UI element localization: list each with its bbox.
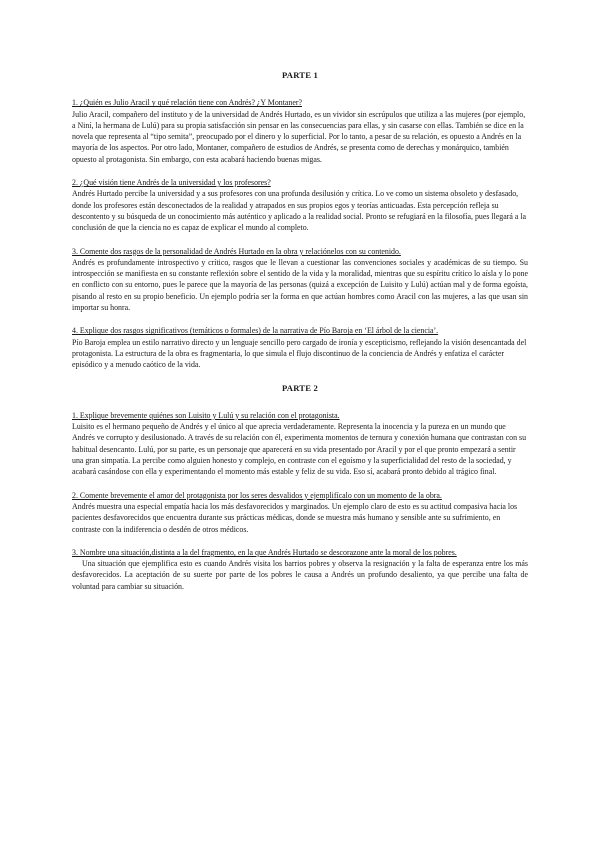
part-1-question-4 <box>72 325 528 370</box>
answer-paragraph: Una situación que ejemplifica esto es cuando Andrés visita los barrios pobres y observa la resignación y la falta de esperanza entre los más desfavorecidos. La aceptación de su suerte por parte de los pobres le causa a Andrés un profundo desaliento, ya que percibe una falta de voluntad para cambiar su situación. <box>72 559 528 591</box>
answer-paragraph: Andrés Hurtado percibe la universidad y a sus profesores con una profunda desilusión y crítica. Lo ve como un sistema obsoleto y desfasado, donde los profesores están desconectados de la realidad y atrapados en sus propios egos y teorías anticuadas. Esta percepción refleja su descontento y su búsqueda de un conocimiento más auténtico y aplicado a la realidad social. Pronto se refugiará en la filosofía, pues llegará a la conclusión de que la ciencia no es capaz de explicar el mundo al completo. <box>72 189 526 233</box>
part-2-question-2 <box>72 490 528 535</box>
part-2-question-3 <box>72 547 528 592</box>
question-heading: 1. Explique brevemente quiénes son Luisito y Lulú y su relación con el protagonista. <box>72 410 340 420</box>
part-1-question-1 <box>72 97 528 165</box>
answer-paragraph: Andrés es profundamente introspectivo y crítico, rasgos que le llevan a cuestionar las convenciones sociales y académicas de su tiempo. Su introspección se manifiesta en su constante reflexión sobre el sentido de la vida y la moralidad, mientras que su espíritu crítico lo aísla y lo pone en conflicto con su entorno, pues le parece que la mayoría de las personas (quizá a excepción de Luisito y Lulú) actúan mal y de forma egoísta, pisando al resto en su propio beneficio. Un ejemplo podría ser la forma en que actúan hombres como Aracil con las mujeres, a las que usan sin importar su honra. <box>72 257 528 313</box>
part-2-title: PARTE 2 <box>281 382 319 393</box>
answer-paragraph: Andrés muestra una especial empatía hacia los más desfavorecidos y marginados. Un ejemplo claro de esto es su actitud compasiva hacia los pacientes desfavorecidos que encuentra durante sus prácticas médicas, donde se muestra más humano y sensible ante su sufrimiento, en contraste con la indiferencia o desdén de otros médicos. <box>72 501 518 534</box>
answer-paragraph: Pío Baroja emplea un estilo narrativo directo y un lenguaje sencillo pero cargado de ironía y escepticismo, reflejando la visión desencantada del protagonista. La estructura de la obra es fragmentaria, lo que simula el flujo discontinuo de la conciencia de Andrés y enfatiza el carácter episódico y a menudo caótico de la vida. <box>72 337 527 370</box>
question-heading: 2. Comente brevemente el amor del protagonista por los seres desvalidos y ejemplifícalo con un momento de la obra. <box>72 490 442 500</box>
question-heading: 2. ¿Qué visión tiene Andrés de la universidad y los profesores? <box>72 178 271 188</box>
question-heading: 3. Nombre una situación,distinta a la del fragmento, en la que Andrés Hurtado se descorazone ante la moral de los pobres. <box>72 547 457 557</box>
answer-paragraph: Julio Aracil, compañero del instituto y de la universidad de Andrés Hurtado, es un vividor sin escrúpulos que utiliza a las mujeres (por ejemplo, a Niní, la hermana de Lulú) para su propia satisfacción sin pensar en las consecuencias para ellas, y sin casarse con ellas. También se dice en la novela que representa al “tipo semita”, preocupado por el dinero y lo superficial. Por lo tanto, a pesar de su relación, es opuesto a Andrés en la mayoría de los aspectos. Por otro lado, Montaner, compañero de estudios de Andrés, se presenta como de derechas y monárquico, también opuesto al protagonista. Sin embargo, con esta acabará haciendo buenas migas. <box>72 109 526 164</box>
part-1-question-3 <box>72 246 528 314</box>
part-1-title: PARTE 1 <box>281 70 319 80</box>
question-heading: 3. Comente dos rasgos de la personalidad de Andrés Hurtado en la obra y relaciónelos con su contenido. <box>72 246 401 256</box>
question-heading: 4. Explique dos rasgos significativos (temáticos o formales) de la narrativa de Pío Baroja en ‘El árbol de la ciencia’. <box>72 326 439 336</box>
part-2-question-1 <box>72 410 528 478</box>
answer-paragraph: Luisito es el hermano pequeño de Andrés y el único al que aprecia verdaderamente. Representa la inocencia y la pureza en un mundo que Andrés ve corrupto y desilusionado. A través de su relación con él, experimenta momentos de ternura y conexión humana que contrastan con su habitual desencanto. Lulú, por su parte, es un personaje que aparecerá en su vida presentado por Aracil y por el que pronto empezará a sentir una gran simpatía. La percibe como alguien honesto y complejo, en contraste con el egoísmo y la superficialidad del resto de la sociedad, y acabará casándose con ella y experimentando el momento más estable y feliz de su vida. Eso sí, acabará pronto debido al trágico final. <box>72 422 527 477</box>
part-1-question-2 <box>72 177 528 233</box>
question-heading: 1. ¿Quién es Julio Aracil y qué relación tiene con Andrés? ¿Y Montaner? <box>72 98 302 108</box>
